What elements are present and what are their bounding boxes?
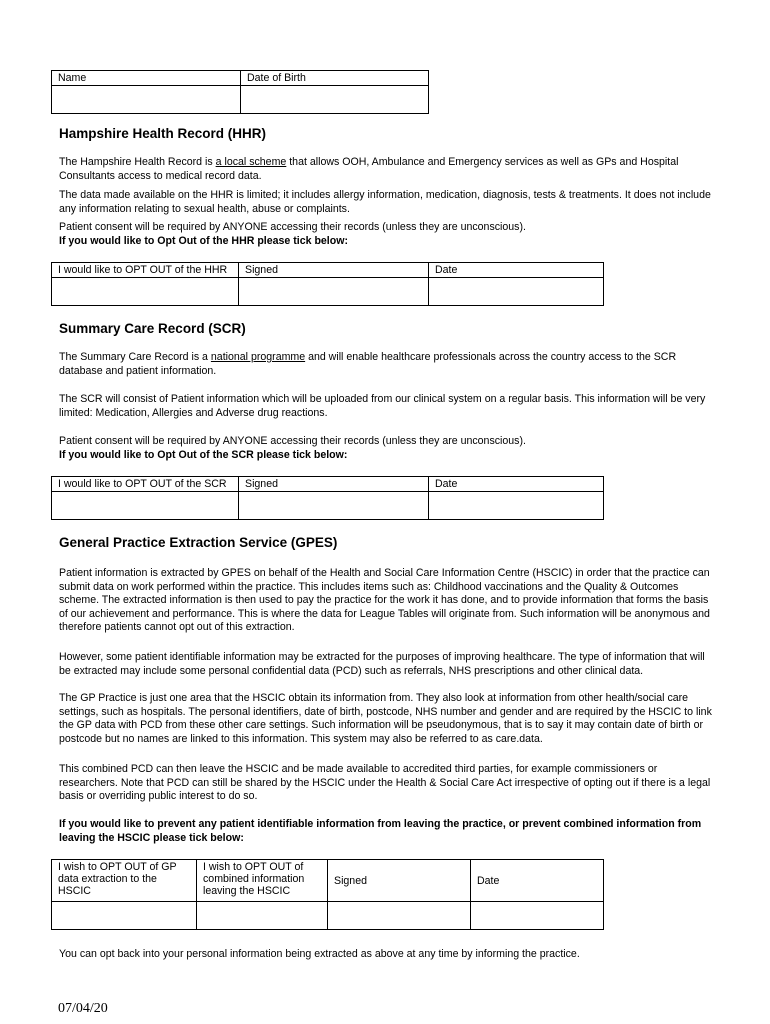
hhr-signed-label: Signed bbox=[239, 263, 429, 278]
gpes-date-label: Date bbox=[471, 860, 604, 902]
scr-optout-table bbox=[51, 476, 604, 520]
gpes-signed-field[interactable] bbox=[328, 902, 471, 930]
footer-date: 07/04/20 bbox=[58, 1001, 108, 1016]
hhr-paragraph-1: The Hampshire Health Record is a local scheme that allows OOH, Ambulance and Emergency services as well as GPs and Hospital Consultants access to medical record data. bbox=[59, 156, 679, 182]
gpes-signed-label: Signed bbox=[328, 860, 471, 902]
scr-national-programme-text: national programme bbox=[210, 351, 306, 363]
scr-signed-field[interactable] bbox=[239, 492, 429, 520]
gpes-combined-optout-label: I wish to OPT OUT of combined information leaving the HSCIC bbox=[197, 860, 328, 902]
hhr-optout-label: I would like to OPT OUT of the HHR bbox=[52, 263, 239, 278]
identity-table bbox=[51, 70, 429, 114]
scr-paragraph-1: The Summary Care Record is a national programme and will enable healthcare professionals across the country access to the SCR database and patient information. bbox=[59, 351, 677, 377]
scr-optout-instruction: If you would like to Opt Out of the SCR please tick below: bbox=[59, 449, 348, 461]
gpes-extraction-optout-label: I wish to OPT OUT of GP data extraction to the HSCIC bbox=[52, 860, 197, 902]
name-label: Name bbox=[52, 71, 241, 86]
scr-optout-label: I would like to OPT OUT of the SCR bbox=[52, 477, 239, 492]
gpes-optout-table bbox=[51, 859, 604, 930]
scr-optout-tick-box[interactable] bbox=[52, 492, 239, 520]
hhr-date-field[interactable] bbox=[429, 278, 604, 306]
dob-label: Date of Birth bbox=[241, 71, 429, 86]
hhr-optout-table bbox=[51, 262, 604, 306]
hhr-local-scheme-text: a local scheme bbox=[215, 156, 287, 168]
scr-date-label: Date bbox=[429, 477, 604, 492]
gpes-paragraph-1: Patient information is extracted by GPES on behalf of the Health and Social Care Information Centre (HSCIC) in order that the practice can submit data on work performed within the practice. This includes items such as: Childhood vaccinations and the Quality & Outcomes scheme. The extracted information is then used to pay the practice for the work it has done, and to provide information that forms the basis of our achievement and performance. This is where the data for League Tables will originate from. Such information will be anonymous and therefore patients cannot opt out of this extraction. bbox=[59, 567, 710, 634]
hhr-paragraph-2: The data made available on the HHR is limited; it includes allergy information, medication, diagnosis, tests & treatments. It does not include any information relating to sexual health, abuse or complaints. bbox=[59, 189, 711, 215]
gpes-opt-back-in-note: You can opt back into your personal information being extracted as above at any time by informing the practice. bbox=[59, 948, 580, 960]
gpes-paragraph-2: However, some patient identifiable information may be extracted for the purposes of improving healthcare. The type of information that will be extracted may include some personal confidential data (PCD) such as referrals, NHS prescriptions and other clinical data. bbox=[59, 651, 705, 677]
scr-paragraph-2: The SCR will consist of Patient information which will be uploaded from our clinical system on a regular basis. This information will be very limited: Medication, Allergies and Adverse drug reactions. bbox=[59, 393, 706, 419]
dob-field[interactable] bbox=[241, 86, 429, 114]
scr-paragraph-3: Patient consent will be required by ANYONE accessing their records (unless they are unconscious). bbox=[59, 435, 526, 447]
hhr-signed-field[interactable] bbox=[239, 278, 429, 306]
hhr-paragraph-3: Patient consent will be required by ANYONE accessing their records (unless they are unconscious). bbox=[59, 221, 526, 233]
hhr-title: Hampshire Health Record (HHR) bbox=[59, 126, 267, 141]
gpes-extraction-tick-box[interactable] bbox=[52, 902, 197, 930]
gpes-optout-instruction: If you would like to prevent any patient identifiable information from leaving the practice, or prevent combined information from leaving the HSCIC please tick below: bbox=[59, 818, 702, 844]
gpes-paragraph-4: This combined PCD can then leave the HSCIC and be made available to accredited third parties, for example commissioners or researchers. Note that PCD can still be shared by the HSCIC under the Health & Social Care Act irrespective of opting out if there is a legal basis or overriding public interest to do so. bbox=[59, 763, 711, 803]
scr-signed-label: Signed bbox=[239, 477, 429, 492]
hhr-date-label: Date bbox=[429, 263, 604, 278]
gpes-paragraph-3: The GP Practice is just one area that the HSCIC obtain its information from. They also look at information from other health/social care settings, such as hospitals. The personal identifiers, date of birth, postcode, NHS number and gender and are required by the HSCIC to link the GP data with PCD from these other care settings. Such information will be pseudonymous, that is to say it may contain date of birth or postcode but no names are linked to this information. This system may also be referred to as care.data. bbox=[59, 692, 712, 745]
gpes-date-field[interactable] bbox=[471, 902, 604, 930]
gpes-combined-tick-box[interactable] bbox=[197, 902, 328, 930]
name-field[interactable] bbox=[52, 86, 241, 114]
hhr-optout-tick-box[interactable] bbox=[52, 278, 239, 306]
gpes-title: General Practice Extraction Service (GPES) bbox=[59, 535, 338, 550]
scr-date-field[interactable] bbox=[429, 492, 604, 520]
scr-title: Summary Care Record (SCR) bbox=[59, 321, 246, 336]
hhr-optout-instruction: If you would like to Opt Out of the HHR please tick below: bbox=[59, 235, 348, 247]
